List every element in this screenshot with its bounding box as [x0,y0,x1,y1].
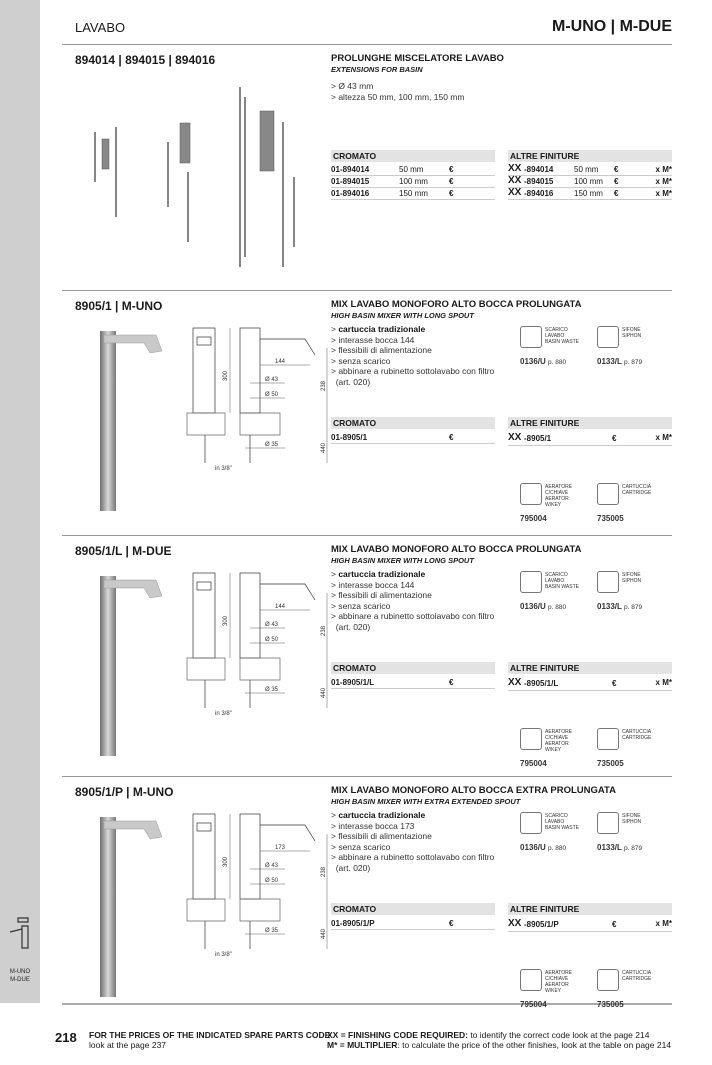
aerator-icon [520,728,542,750]
dim-diameter-43: Ø 43 [265,377,279,383]
text [597,604,642,611]
text [545,970,585,994]
text: cartuccia tradizionale [338,324,426,334]
text: 0136/U [520,357,546,366]
text: -8905/1 [524,434,552,443]
cartridge-icon [597,969,619,991]
cartridge-icon [597,483,619,505]
dim-height-2: 238 [321,625,327,636]
table-row: 01-894016 150 mm € [331,188,495,200]
siphon-icon [597,812,619,834]
text: € [612,679,617,688]
technical-drawing [185,568,335,718]
divider [62,290,672,291]
dim-thread: in 3/8" [215,466,232,472]
text: -8905/1/L [524,679,559,688]
dim-thread: in 3/8" [215,711,232,717]
feature-list [331,81,464,102]
dim-diameter-35: Ø 35 [265,928,279,934]
product-code-title: 8905/1/P | M-UNO [75,785,174,799]
text: 795004 [520,759,547,768]
text: BASIN WASTE [545,825,579,831]
text [520,1002,547,1009]
basin-waste-icon [520,571,542,593]
text [597,845,642,852]
page-number: 218 [55,1030,77,1045]
text: p. 879 [624,359,643,366]
category-title: LAVABO [75,20,126,35]
text [520,761,547,768]
other-finishes-row [508,677,672,691]
chrome-header: CROMATO [331,903,495,915]
dim-diameter-50: Ø 50 [265,878,279,884]
product-section [0,293,712,533]
other-finishes-row [508,432,672,446]
text: p. 879 [624,604,643,611]
text: AERATORE C/CHIAVE [545,484,573,496]
feature: > altezza 50 mm, 100 mm, 150 mm [331,91,465,102]
text: 0133/L [597,357,622,366]
text: cartuccia tradizionale [338,810,426,820]
feature-list [331,810,494,874]
basin-waste-icon [520,812,542,834]
product-section [0,538,712,778]
dim-height: 300 [223,615,229,626]
text: 795004 [520,514,547,523]
product-subtitle: HIGH BASIN MIXER WITH LONG SPOUT [331,556,474,565]
multiplier-label: M* = MULTIPLIER [327,1040,398,1050]
dim-diameter-50: Ø 50 [265,392,279,398]
feature [331,569,494,580]
text: p. 880 [548,359,567,366]
table-row: 01-894014 50 mm € [331,164,495,176]
dim-spout: 144 [275,604,286,610]
text: > [331,810,339,820]
table-row: XX -894015 100 mm € x M* [508,175,672,186]
text: 735005 [597,514,624,523]
chrome-row [331,432,495,444]
dim-spout: 173 [275,845,286,851]
text: AERATORE C/CHIAVE [545,970,573,982]
feature: > senza scarico [331,841,391,852]
text: 735005 [597,759,624,768]
text: € [612,434,617,443]
text: x M* [655,919,672,928]
text: CARTRIDGE [622,490,652,496]
other-finishes-row [508,918,672,932]
text: AERATOR W/KEY [545,741,569,753]
feature: > senza scarico [331,355,391,366]
technical-drawing [185,809,335,959]
text: CARTUCCIA [622,484,652,490]
text: SIPHON [622,333,642,339]
text: p. 879 [624,845,643,852]
faucet-photo [90,568,170,758]
dim-length: 440 [321,928,327,939]
product-section [0,779,712,1019]
text [520,359,566,366]
siphon-icon [597,326,619,348]
text [597,516,624,523]
aerator-icon [520,483,542,505]
text: -8905/1/P [524,920,559,929]
feature: > Ø 43 mm [331,81,374,91]
faucet-photo [90,323,170,513]
other-finishes-header: ALTRE FINITURE [508,150,672,162]
text: AERATOR W/KEY [545,496,569,508]
feature-list [331,324,494,388]
text [545,729,585,753]
sidebar-label: M-DUE [10,977,30,983]
faucet-photo [90,809,170,999]
feature [331,810,494,821]
feature: > flessibili di alimentazione [331,831,432,842]
product-title: MIX LAVABO MONOFORO ALTO BOCCA PROLUNGATA [331,544,582,555]
text: x M* [655,433,672,442]
text: > [331,324,339,334]
text: CARTRIDGE [622,976,652,982]
text: SCARICO LAVABO [545,572,568,584]
siphon-icon [597,571,619,593]
text: BASIN WASTE [545,584,579,590]
product-code-title: 8905/1 | M-UNO [75,299,163,313]
dim-height-2: 238 [321,380,327,391]
dim-height-2: 238 [321,866,327,877]
technical-drawing [185,323,335,473]
text: CARTUCCIA [622,729,652,735]
spare-text: look at the page 237 [89,1040,167,1050]
series-title: M-UNO | M-DUE [551,18,672,35]
text: SIPHON [622,578,642,584]
text [545,813,585,831]
other-finishes-header: ALTRE FINITURE [508,662,672,674]
product-subtitle: EXTENSIONS FOR BASIN [331,65,423,74]
feature: > abbinare a rubinetto sottolavabo con filtro [331,611,495,622]
text: 0133/L [597,843,622,852]
text [520,604,566,611]
extensions-section [0,47,712,287]
text [622,813,662,825]
text: 0136/U [520,602,546,611]
text [520,516,547,523]
sidebar-label: M-UNO [9,969,31,975]
multiplier-text: : to calculate the price of the other finishes, look at the table on page 214 [397,1040,672,1050]
extensions-image [90,87,310,277]
text [622,970,662,982]
text [597,761,624,768]
text [622,484,662,496]
dim-height: 300 [223,370,229,381]
feature: > interasse bocca 173 [331,820,415,831]
dim-length: 440 [321,442,327,453]
chrome-header: CROMATO [331,417,495,429]
product-code-title: 894014 | 894015 | 894016 [75,53,216,67]
feature: (art. 020) [331,376,371,387]
table-row: 01-894015 100 mm € [331,176,495,188]
text: > [331,569,339,579]
text: SCARICO LAVABO [545,327,568,339]
text: SIPHON [622,819,642,825]
dim-diameter-35: Ø 35 [265,687,279,693]
feature-list [331,569,494,633]
dim-thread: in 3/8" [215,952,232,958]
feature: > senza scarico [331,600,391,611]
chrome-header: CROMATO [331,150,495,162]
spare-parts-note [89,1030,330,1050]
text: AERATOR W/KEY [545,982,569,994]
divider [62,535,672,536]
text: € [449,433,454,442]
feature: > flessibili di alimentazione [331,590,432,601]
text: p. 880 [548,604,567,611]
text: SIFONE [622,813,641,819]
feature [331,324,494,335]
basin-waste-icon [520,326,542,348]
dim-diameter-50: Ø 50 [265,637,279,643]
text: 795004 [520,1000,547,1009]
text: 0136/U [520,843,546,852]
feature: (art. 020) [331,862,371,873]
text [545,484,585,508]
product-code-title: 8905/1/L | M-DUE [75,544,172,558]
feature: > abbinare a rubinetto sottolavabo con filtro [331,366,495,377]
text: 01-8905/1/L [331,678,375,687]
dim-spout: 144 [275,359,286,365]
text: 735005 [597,1000,624,1009]
text: cartuccia tradizionale [338,569,426,579]
text [597,1002,624,1009]
dim-diameter-43: Ø 43 [265,622,279,628]
dim-length: 440 [321,687,327,698]
text: CARTUCCIA [622,970,652,976]
dim-diameter-43: Ø 43 [265,863,279,869]
product-title: MIX LAVABO MONOFORO ALTO BOCCA PROLUNGATA [331,299,582,310]
feature: > interasse bocca 144 [331,579,415,590]
text: € [612,920,617,929]
feature: > abbinare a rubinetto sottolavabo con filtro [331,852,495,863]
legend-note [327,1030,671,1050]
text: 01-8905/1/P [331,919,375,928]
product-subtitle: HIGH BASIN MIXER WITH EXTRA EXTENDED SPOUT [331,797,521,806]
chrome-row [331,677,495,689]
feature: > flessibili di alimentazione [331,345,432,356]
text: XX [508,918,522,929]
text [622,327,662,339]
text: € [449,919,454,928]
text: x M* [655,678,672,687]
text: 0133/L [597,602,622,611]
chrome-row [331,918,495,930]
other-finishes-header: ALTRE FINITURE [508,417,672,429]
text: CARTRIDGE [622,735,652,741]
text: € [449,678,454,687]
text [597,359,642,366]
text: XX [508,432,522,443]
text: p. 880 [548,845,567,852]
product-subtitle: HIGH BASIN MIXER WITH LONG SPOUT [331,311,474,320]
divider [62,44,672,45]
table-row: XX -894014 50 mm € x M* [508,163,672,174]
xx-label: XX = FINISHING CODE REQUIRED: [327,1030,468,1040]
feature: (art. 020) [331,621,371,632]
text: SIFONE [622,327,641,333]
aerator-icon [520,969,542,991]
table-row: XX -894016 150 mm € x M* [508,187,672,198]
text: XX [508,677,522,688]
cartridge-icon [597,728,619,750]
text: AERATORE C/CHIAVE [545,729,573,741]
chrome-header: CROMATO [331,662,495,674]
text: SIFONE [622,572,641,578]
feature: > interasse bocca 144 [331,334,415,345]
text [545,327,585,345]
dim-height: 300 [223,856,229,867]
text: BASIN WASTE [545,339,579,345]
text [622,729,662,741]
product-title: MIX LAVABO MONOFORO ALTO BOCCA EXTRA PROLUNGATA [331,785,616,796]
product-title: PROLUNGHE MISCELATORE LAVABO [331,53,504,64]
dim-diameter-35: Ø 35 [265,442,279,448]
text: SCARICO LAVABO [545,813,568,825]
xx-text: to identify the correct code look at the page 214 [467,1030,650,1040]
text [520,845,566,852]
text: 01-8905/1 [331,433,368,442]
other-finishes-header: ALTRE FINITURE [508,903,672,915]
spare-title: FOR THE PRICES OF THE INDICATED SPARE PARTS CODE [89,1030,331,1040]
text [622,572,662,584]
text [545,572,585,590]
